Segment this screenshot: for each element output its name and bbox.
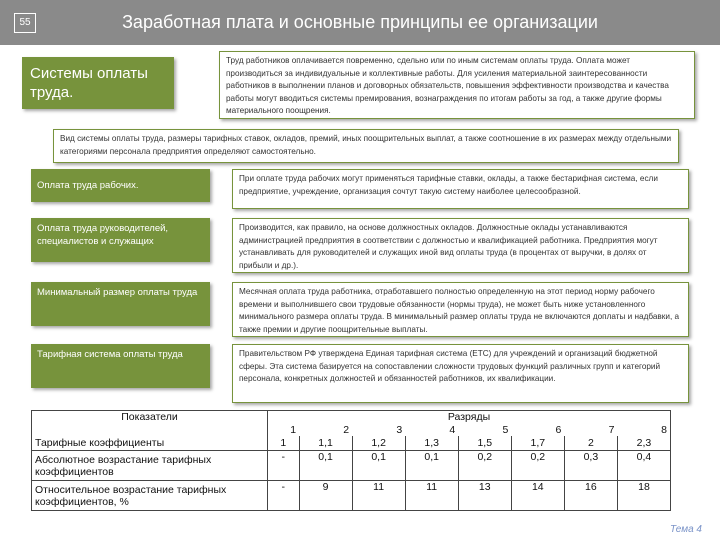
table-row-label: Абсолютное возрастание тарифных коэффициентов xyxy=(32,451,268,481)
table-cell: 18 xyxy=(617,481,670,511)
table-cell: 11 xyxy=(352,481,405,511)
grade-number: 7 xyxy=(608,423,615,436)
table-cell: - xyxy=(268,481,300,511)
page-title: Заработная плата и основные принципы ее организации xyxy=(122,12,598,32)
row-text-workers: При оплате труда рабочих могут применяться тарифные ставки, оклады, а также бестарифная система, если предприятие, учреждение, организация сочтут такую систему наиболее целесообразной. xyxy=(232,169,689,209)
tariff-table xyxy=(31,410,671,511)
table-cell: 14 xyxy=(511,481,564,511)
table-cell: 0,2 xyxy=(511,451,564,481)
table-cell: 1,1 xyxy=(299,436,352,451)
table-cell: 2,3 xyxy=(617,436,670,451)
table-cell: 2 xyxy=(564,436,617,451)
table-row xyxy=(32,451,671,481)
table-cell: 9 xyxy=(299,481,352,511)
table-cell: 0,1 xyxy=(405,451,458,481)
table-cell: 0,4 xyxy=(617,451,670,481)
intro-text-box: Труд работников оплачивается повременно, сдельно или по иным системам оплаты труда. Оплата может производиться за индивидуальные и коллективные работы. Для усиления материальной заинтересованности работников в выполнении планов и договорных обязательств, повышения эффективности производства и качества работы могут вводиться системы премирования, вознаграждения по итогам работы за год, а также другие формы материального поощрения. xyxy=(219,51,695,119)
table-row xyxy=(32,481,671,511)
table-cell: 1,3 xyxy=(405,436,458,451)
table-cell: 0,1 xyxy=(299,451,352,481)
table-grades-header: Разряды xyxy=(268,411,671,424)
table-cell: - xyxy=(268,451,300,481)
table-col-header: Показатели xyxy=(32,411,268,436)
grade-number: 1 xyxy=(268,424,300,436)
row-text-tariff: Правительством РФ утверждена Единая тарифная система (ЕТС) для учреждений и организаций бюджетной сферы. Эта система базируется на сопоставлении сложности трудовых функций различных групп и категорий персонала, конкретных должностей и обязанностей работников, их квалификации. xyxy=(232,344,689,403)
grade-number: 4 xyxy=(449,423,456,436)
table-cell: 1,7 xyxy=(511,436,564,451)
grade-number: 2 xyxy=(343,423,350,436)
row-text-managers: Производится, как правило, на основе должностных окладов. Должностные оклады устанавливаются администрацией предприятия в соответствии с должностью и квалификацией работника. Предприятия могут устанавливать для руководителей и служащих иной вид оплаты труда (в процентах от выручки, в долях от прибыли и др.). xyxy=(232,218,689,273)
grade-number: 6 xyxy=(555,423,562,436)
row-label-workers: Оплата труда рабочих. xyxy=(31,169,210,202)
table-cell: 16 xyxy=(564,481,617,511)
table-cell: 1,2 xyxy=(352,436,405,451)
table-row xyxy=(32,436,671,451)
table-cell: 1 xyxy=(268,436,300,451)
row-label-tariff: Тарифная система оплаты труда xyxy=(31,344,210,388)
footer-topic: Тема 4 xyxy=(670,524,702,535)
sidebar-title-box: Системы оплаты труда. xyxy=(22,57,174,109)
table-row-label: Тарифные коэффициенты xyxy=(32,436,268,451)
row-label-managers: Оплата труда руководителей, специалистов и служащих xyxy=(31,218,210,262)
grade-number: 3 xyxy=(396,423,403,436)
row-label-min-wage: Минимальный размер оплаты труда xyxy=(31,282,210,326)
wide-text-box: Вид системы оплаты труда, размеры тарифных ставок, окладов, премий, иных поощрительных выплат, а также соотношение в их размерах между отдельными категориями персонала предприятия определяют самостоятельно. xyxy=(53,129,679,163)
table-row-label: Относительное возрастание тарифных коэффициентов, % xyxy=(32,481,268,511)
table-cell: 1,5 xyxy=(458,436,511,451)
page-number: 55 xyxy=(14,13,36,33)
row-text-min-wage: Месячная оплата труда работника, отработавшего полностью определенную на этот период норму рабочего времени и выполнившего свои трудовые обязанности (нормы труда), не может быть ниже установленного минимального размера оплаты труда. В минимальный размер оплаты труда не включаются доплаты и надбавки, а также премии и другие поощрительные выплаты. xyxy=(232,282,689,337)
grade-number: 5 xyxy=(502,423,509,436)
grade-number: 8 xyxy=(617,424,670,436)
table-cell: 11 xyxy=(405,481,458,511)
table-cell: 0,3 xyxy=(564,451,617,481)
table-cell: 13 xyxy=(458,481,511,511)
table-cell: 0,1 xyxy=(352,451,405,481)
table-cell: 0,2 xyxy=(458,451,511,481)
